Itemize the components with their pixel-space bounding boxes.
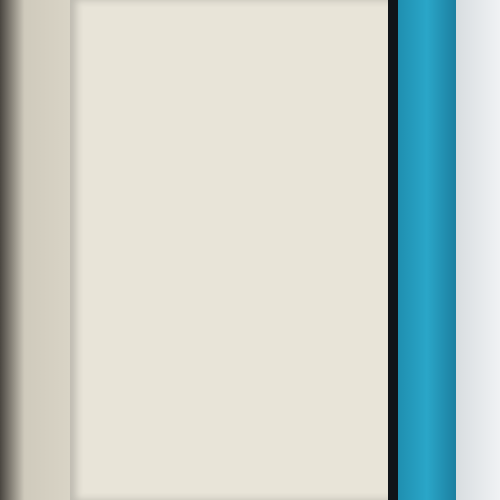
- book-cover-light-strip: [456, 0, 500, 500]
- book-cover-teal: [398, 0, 456, 500]
- book-page: [70, 0, 388, 500]
- left-page-edge: [0, 0, 70, 500]
